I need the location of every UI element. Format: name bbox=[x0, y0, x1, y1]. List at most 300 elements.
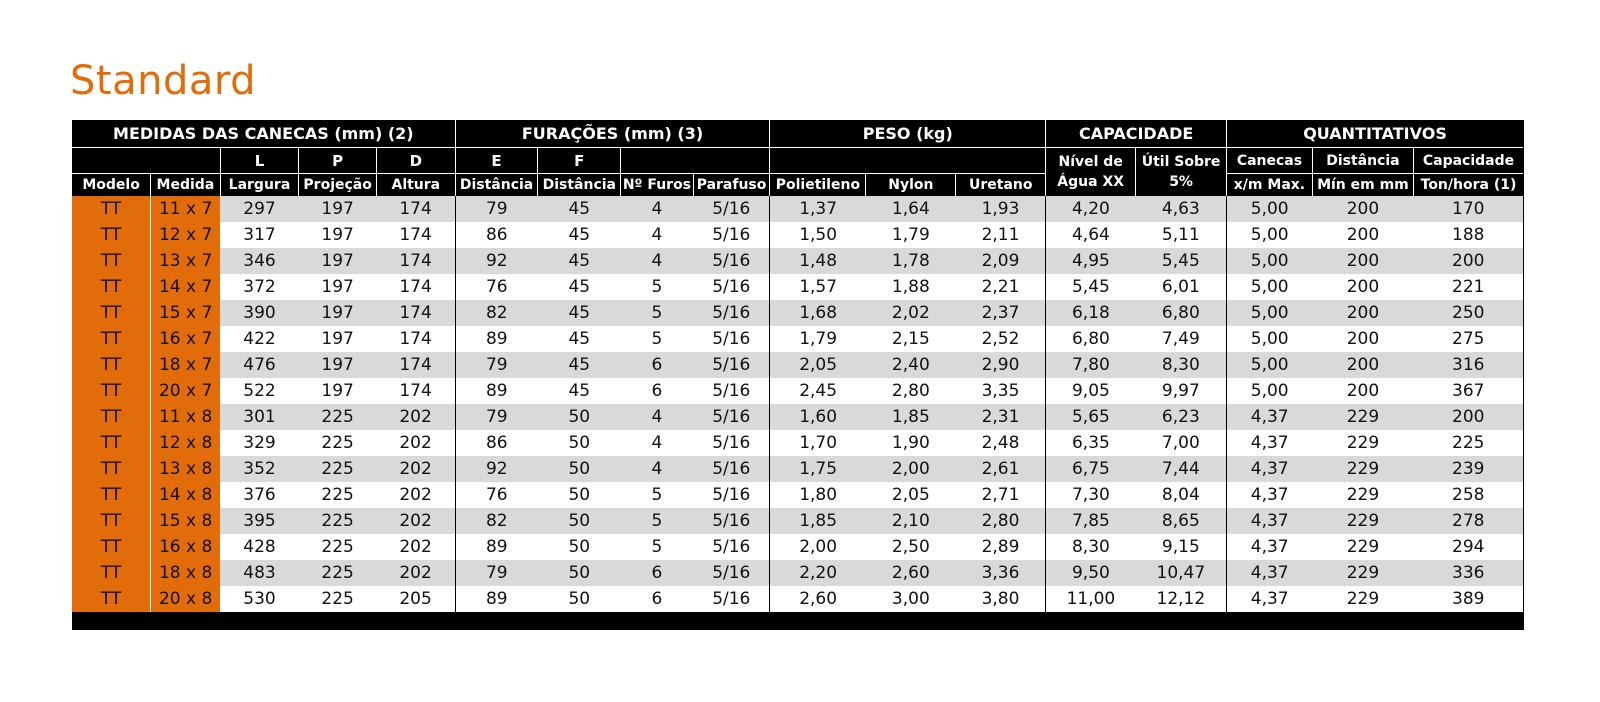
cell-capacidade: 278 bbox=[1414, 508, 1524, 534]
group-header-peso: PESO (kg) bbox=[770, 120, 1046, 148]
cell-util-sobre: 6,01 bbox=[1136, 274, 1227, 300]
cell-canecas-max: 4,37 bbox=[1227, 560, 1313, 586]
cell-nylon: 1,85 bbox=[866, 404, 956, 430]
cell-furos: 5 bbox=[621, 300, 694, 326]
cell-parafuso: 5/16 bbox=[693, 534, 770, 560]
cell-canecas-max: 5,00 bbox=[1227, 222, 1313, 248]
cell-nylon: 1,79 bbox=[866, 222, 956, 248]
header-canecas: Canecas bbox=[1227, 148, 1313, 174]
cell-uretano: 2,80 bbox=[956, 508, 1046, 534]
cell-distancia-min: 229 bbox=[1312, 430, 1413, 456]
cell-nivel-agua: 4,20 bbox=[1046, 196, 1136, 222]
cell-modelo: TT bbox=[72, 378, 151, 404]
cell-canecas-max: 4,37 bbox=[1227, 508, 1313, 534]
cell-distancia-min: 229 bbox=[1312, 586, 1413, 612]
cell-uretano: 2,71 bbox=[956, 482, 1046, 508]
cell-nylon: 3,00 bbox=[866, 586, 956, 612]
cell-distancia-e: 86 bbox=[455, 222, 538, 248]
cell-capacidade: 200 bbox=[1414, 248, 1524, 274]
cell-distancia-e: 89 bbox=[455, 378, 538, 404]
table-row bbox=[72, 560, 1523, 586]
cell-altura: 174 bbox=[376, 274, 455, 300]
cell-nylon: 2,80 bbox=[866, 378, 956, 404]
cell-largura: 422 bbox=[220, 326, 299, 352]
cell-largura: 530 bbox=[220, 586, 299, 612]
cell-furos: 4 bbox=[621, 248, 694, 274]
cell-nivel-agua: 4,64 bbox=[1046, 222, 1136, 248]
cell-altura: 174 bbox=[376, 248, 455, 274]
cell-polietileno: 1,79 bbox=[770, 326, 866, 352]
header-util-line1: Útil Sobre bbox=[1141, 154, 1221, 170]
cell-uretano: 2,89 bbox=[956, 534, 1046, 560]
cell-canecas-max: 5,00 bbox=[1227, 196, 1313, 222]
header-capacidade-ton: Capacidade bbox=[1414, 148, 1524, 174]
cell-distancia-e: 76 bbox=[455, 274, 538, 300]
cell-modelo: TT bbox=[72, 222, 151, 248]
cell-polietileno: 2,00 bbox=[770, 534, 866, 560]
cell-medida: 13 x 7 bbox=[151, 248, 220, 274]
page-title: Standard bbox=[70, 58, 256, 104]
cell-altura: 174 bbox=[376, 326, 455, 352]
cell-modelo: TT bbox=[72, 404, 151, 430]
cell-distancia-e: 82 bbox=[455, 508, 538, 534]
cell-parafuso: 5/16 bbox=[693, 326, 770, 352]
cell-projecao: 225 bbox=[299, 482, 377, 508]
cell-util-sobre: 7,00 bbox=[1136, 430, 1227, 456]
cell-uretano: 2,09 bbox=[956, 248, 1046, 274]
cell-canecas-max: 4,37 bbox=[1227, 404, 1313, 430]
cell-polietileno: 1,85 bbox=[770, 508, 866, 534]
cell-projecao: 225 bbox=[299, 456, 377, 482]
cell-projecao: 225 bbox=[299, 534, 377, 560]
col-header-furos: Nº Furos bbox=[621, 174, 694, 197]
header-util-line2: 5% bbox=[1169, 174, 1193, 190]
cell-furos: 4 bbox=[621, 456, 694, 482]
cell-nivel-agua: 6,35 bbox=[1046, 430, 1136, 456]
cell-projecao: 197 bbox=[299, 222, 377, 248]
cell-parafuso: 5/16 bbox=[693, 404, 770, 430]
cell-polietileno: 1,75 bbox=[770, 456, 866, 482]
cell-capacidade: 225 bbox=[1414, 430, 1524, 456]
cell-nivel-agua: 8,30 bbox=[1046, 534, 1136, 560]
cell-util-sobre: 8,30 bbox=[1136, 352, 1227, 378]
cell-distancia-min: 229 bbox=[1312, 534, 1413, 560]
header-blank-furos bbox=[621, 148, 770, 174]
cell-largura: 483 bbox=[220, 560, 299, 586]
cell-nivel-agua: 5,65 bbox=[1046, 404, 1136, 430]
cell-projecao: 197 bbox=[299, 378, 377, 404]
cell-furos: 4 bbox=[621, 222, 694, 248]
cell-furos: 6 bbox=[621, 586, 694, 612]
cell-parafuso: 5/16 bbox=[693, 560, 770, 586]
cell-nylon: 2,10 bbox=[866, 508, 956, 534]
col-header-polietileno: Polietileno bbox=[770, 174, 866, 197]
cell-util-sobre: 6,80 bbox=[1136, 300, 1227, 326]
cell-nylon: 1,90 bbox=[866, 430, 956, 456]
cell-parafuso: 5/16 bbox=[693, 378, 770, 404]
cell-canecas-max: 5,00 bbox=[1227, 248, 1313, 274]
cell-medida: 12 x 8 bbox=[151, 430, 220, 456]
cell-uretano: 2,61 bbox=[956, 456, 1046, 482]
header-blank-peso bbox=[770, 148, 1046, 174]
cell-util-sobre: 12,12 bbox=[1136, 586, 1227, 612]
cell-nylon: 2,50 bbox=[866, 534, 956, 560]
cell-distancia-min: 200 bbox=[1312, 248, 1413, 274]
header-row-letters bbox=[72, 148, 1523, 174]
cell-modelo: TT bbox=[72, 560, 151, 586]
cell-capacidade: 221 bbox=[1414, 274, 1524, 300]
cell-largura: 301 bbox=[220, 404, 299, 430]
cell-altura: 202 bbox=[376, 560, 455, 586]
col-header-canecas-max: x/m Max. bbox=[1227, 174, 1313, 197]
cell-canecas-max: 5,00 bbox=[1227, 326, 1313, 352]
cell-distancia-f: 45 bbox=[538, 248, 621, 274]
cell-distancia-min: 200 bbox=[1312, 300, 1413, 326]
table-row bbox=[72, 274, 1523, 300]
cell-capacidade: 336 bbox=[1414, 560, 1524, 586]
cell-distancia-min: 200 bbox=[1312, 352, 1413, 378]
cell-util-sobre: 6,23 bbox=[1136, 404, 1227, 430]
cell-nylon: 2,15 bbox=[866, 326, 956, 352]
cell-capacidade: 239 bbox=[1414, 456, 1524, 482]
cell-distancia-e: 79 bbox=[455, 196, 538, 222]
cell-util-sobre: 4,63 bbox=[1136, 196, 1227, 222]
col-header-parafuso: Parafuso bbox=[693, 174, 770, 197]
cell-medida: 13 x 8 bbox=[151, 456, 220, 482]
cell-nivel-agua: 9,05 bbox=[1046, 378, 1136, 404]
cell-util-sobre: 10,47 bbox=[1136, 560, 1227, 586]
cell-parafuso: 5/16 bbox=[693, 248, 770, 274]
cell-canecas-max: 4,37 bbox=[1227, 456, 1313, 482]
col-header-nylon: Nylon bbox=[866, 174, 956, 197]
cell-nivel-agua: 6,80 bbox=[1046, 326, 1136, 352]
header-distancia-min: Distância bbox=[1312, 148, 1413, 174]
cell-altura: 202 bbox=[376, 534, 455, 560]
cell-capacidade: 258 bbox=[1414, 482, 1524, 508]
cell-altura: 174 bbox=[376, 378, 455, 404]
cell-polietileno: 2,05 bbox=[770, 352, 866, 378]
cell-uretano: 2,52 bbox=[956, 326, 1046, 352]
cell-uretano: 1,93 bbox=[956, 196, 1046, 222]
cell-distancia-e: 82 bbox=[455, 300, 538, 326]
bucket-specs-table bbox=[72, 120, 1523, 612]
cell-canecas-max: 4,37 bbox=[1227, 482, 1313, 508]
cell-medida: 16 x 8 bbox=[151, 534, 220, 560]
cell-polietileno: 1,50 bbox=[770, 222, 866, 248]
header-letter-f: F bbox=[538, 148, 621, 174]
cell-furos: 5 bbox=[621, 482, 694, 508]
cell-capacidade: 275 bbox=[1414, 326, 1524, 352]
cell-distancia-e: 79 bbox=[455, 352, 538, 378]
cell-medida: 11 x 8 bbox=[151, 404, 220, 430]
cell-distancia-f: 45 bbox=[538, 378, 621, 404]
cell-largura: 376 bbox=[220, 482, 299, 508]
header-nivel-agua bbox=[1046, 148, 1136, 197]
cell-furos: 5 bbox=[621, 326, 694, 352]
cell-largura: 329 bbox=[220, 430, 299, 456]
cell-nylon: 1,78 bbox=[866, 248, 956, 274]
cell-uretano: 2,31 bbox=[956, 404, 1046, 430]
cell-medida: 20 x 8 bbox=[151, 586, 220, 612]
cell-medida: 14 x 7 bbox=[151, 274, 220, 300]
cell-modelo: TT bbox=[72, 196, 151, 222]
cell-capacidade: 389 bbox=[1414, 586, 1524, 612]
cell-parafuso: 5/16 bbox=[693, 274, 770, 300]
cell-canecas-max: 4,37 bbox=[1227, 586, 1313, 612]
cell-util-sobre: 7,49 bbox=[1136, 326, 1227, 352]
group-header-furacoes: FURAÇÕES (mm) (3) bbox=[455, 120, 770, 148]
cell-polietileno: 2,60 bbox=[770, 586, 866, 612]
cell-distancia-e: 92 bbox=[455, 248, 538, 274]
table-row bbox=[72, 248, 1523, 274]
cell-altura: 202 bbox=[376, 456, 455, 482]
cell-modelo: TT bbox=[72, 430, 151, 456]
cell-projecao: 197 bbox=[299, 352, 377, 378]
cell-nivel-agua: 11,00 bbox=[1046, 586, 1136, 612]
cell-parafuso: 5/16 bbox=[693, 482, 770, 508]
header-util-sobre bbox=[1136, 148, 1227, 197]
cell-nivel-agua: 6,18 bbox=[1046, 300, 1136, 326]
cell-distancia-min: 200 bbox=[1312, 196, 1413, 222]
col-header-medida: Medida bbox=[151, 174, 220, 197]
cell-util-sobre: 8,65 bbox=[1136, 508, 1227, 534]
cell-projecao: 225 bbox=[299, 508, 377, 534]
cell-capacidade: 188 bbox=[1414, 222, 1524, 248]
col-header-modelo: Modelo bbox=[72, 174, 151, 197]
cell-largura: 372 bbox=[220, 274, 299, 300]
group-header-quantitativos: QUANTITATIVOS bbox=[1227, 120, 1523, 148]
cell-medida: 20 x 7 bbox=[151, 378, 220, 404]
cell-nylon: 2,40 bbox=[866, 352, 956, 378]
cell-canecas-max: 4,37 bbox=[1227, 534, 1313, 560]
cell-largura: 390 bbox=[220, 300, 299, 326]
cell-distancia-f: 45 bbox=[538, 222, 621, 248]
cell-medida: 18 x 8 bbox=[151, 560, 220, 586]
cell-util-sobre: 5,45 bbox=[1136, 248, 1227, 274]
cell-nivel-agua: 7,30 bbox=[1046, 482, 1136, 508]
cell-largura: 346 bbox=[220, 248, 299, 274]
cell-capacidade: 200 bbox=[1414, 404, 1524, 430]
cell-nylon: 2,60 bbox=[866, 560, 956, 586]
header-blank-modelo bbox=[72, 148, 220, 174]
cell-uretano: 3,80 bbox=[956, 586, 1046, 612]
table-row bbox=[72, 378, 1523, 404]
cell-parafuso: 5/16 bbox=[693, 196, 770, 222]
cell-furos: 5 bbox=[621, 274, 694, 300]
cell-medida: 11 x 7 bbox=[151, 196, 220, 222]
cell-util-sobre: 8,04 bbox=[1136, 482, 1227, 508]
header-letter-e: E bbox=[455, 148, 538, 174]
cell-distancia-f: 50 bbox=[538, 482, 621, 508]
specs-table-container bbox=[72, 120, 1524, 630]
cell-polietileno: 2,20 bbox=[770, 560, 866, 586]
cell-distancia-f: 50 bbox=[538, 508, 621, 534]
header-nivel-line1: Nível de bbox=[1058, 154, 1123, 170]
table-row bbox=[72, 222, 1523, 248]
cell-nivel-agua: 7,85 bbox=[1046, 508, 1136, 534]
table-row bbox=[72, 456, 1523, 482]
table-row bbox=[72, 508, 1523, 534]
cell-parafuso: 5/16 bbox=[693, 508, 770, 534]
cell-modelo: TT bbox=[72, 534, 151, 560]
cell-projecao: 197 bbox=[299, 300, 377, 326]
cell-capacidade: 367 bbox=[1414, 378, 1524, 404]
table-body bbox=[72, 196, 1523, 612]
cell-nivel-agua: 6,75 bbox=[1046, 456, 1136, 482]
cell-distancia-min: 229 bbox=[1312, 404, 1413, 430]
cell-uretano: 3,35 bbox=[956, 378, 1046, 404]
cell-distancia-e: 89 bbox=[455, 326, 538, 352]
cell-distancia-min: 200 bbox=[1312, 378, 1413, 404]
cell-nylon: 2,05 bbox=[866, 482, 956, 508]
group-header-capacidade: CAPACIDADE bbox=[1046, 120, 1227, 148]
cell-polietileno: 1,37 bbox=[770, 196, 866, 222]
header-row-columns bbox=[72, 174, 1523, 197]
header-nivel-line2: Água XX bbox=[1057, 174, 1125, 190]
cell-nylon: 1,88 bbox=[866, 274, 956, 300]
cell-medida: 14 x 8 bbox=[151, 482, 220, 508]
cell-distancia-e: 89 bbox=[455, 534, 538, 560]
col-header-uretano: Uretano bbox=[956, 174, 1046, 197]
cell-distancia-f: 50 bbox=[538, 456, 621, 482]
cell-canecas-max: 5,00 bbox=[1227, 300, 1313, 326]
header-letter-d: D bbox=[376, 148, 455, 174]
table-row bbox=[72, 430, 1523, 456]
cell-nivel-agua: 7,80 bbox=[1046, 352, 1136, 378]
cell-medida: 15 x 7 bbox=[151, 300, 220, 326]
cell-furos: 6 bbox=[621, 378, 694, 404]
cell-largura: 395 bbox=[220, 508, 299, 534]
cell-distancia-min: 229 bbox=[1312, 456, 1413, 482]
cell-distancia-f: 50 bbox=[538, 534, 621, 560]
cell-altura: 205 bbox=[376, 586, 455, 612]
cell-nivel-agua: 9,50 bbox=[1046, 560, 1136, 586]
cell-uretano: 2,21 bbox=[956, 274, 1046, 300]
cell-distancia-min: 229 bbox=[1312, 560, 1413, 586]
cell-altura: 202 bbox=[376, 482, 455, 508]
cell-altura: 202 bbox=[376, 404, 455, 430]
col-header-largura: Largura bbox=[220, 174, 299, 197]
cell-canecas-max: 5,00 bbox=[1227, 378, 1313, 404]
cell-polietileno: 1,80 bbox=[770, 482, 866, 508]
cell-parafuso: 5/16 bbox=[693, 586, 770, 612]
cell-capacidade: 170 bbox=[1414, 196, 1524, 222]
cell-util-sobre: 9,15 bbox=[1136, 534, 1227, 560]
cell-uretano: 2,48 bbox=[956, 430, 1046, 456]
cell-furos: 5 bbox=[621, 508, 694, 534]
cell-altura: 174 bbox=[376, 196, 455, 222]
cell-altura: 202 bbox=[376, 508, 455, 534]
cell-parafuso: 5/16 bbox=[693, 300, 770, 326]
cell-distancia-min: 229 bbox=[1312, 508, 1413, 534]
cell-canecas-max: 5,00 bbox=[1227, 352, 1313, 378]
col-header-altura: Altura bbox=[376, 174, 455, 197]
cell-medida: 12 x 7 bbox=[151, 222, 220, 248]
cell-polietileno: 1,48 bbox=[770, 248, 866, 274]
cell-largura: 352 bbox=[220, 456, 299, 482]
col-header-distancia-e: Distância bbox=[455, 174, 538, 197]
cell-modelo: TT bbox=[72, 482, 151, 508]
cell-projecao: 225 bbox=[299, 586, 377, 612]
cell-capacidade: 294 bbox=[1414, 534, 1524, 560]
header-row-groups bbox=[72, 120, 1523, 148]
cell-polietileno: 1,70 bbox=[770, 430, 866, 456]
header-letter-p: P bbox=[299, 148, 377, 174]
cell-distancia-min: 200 bbox=[1312, 326, 1413, 352]
cell-util-sobre: 7,44 bbox=[1136, 456, 1227, 482]
cell-largura: 297 bbox=[220, 196, 299, 222]
cell-parafuso: 5/16 bbox=[693, 456, 770, 482]
cell-modelo: TT bbox=[72, 352, 151, 378]
table-row bbox=[72, 352, 1523, 378]
cell-distancia-f: 45 bbox=[538, 326, 621, 352]
cell-projecao: 225 bbox=[299, 560, 377, 586]
cell-nylon: 2,00 bbox=[866, 456, 956, 482]
table-row bbox=[72, 482, 1523, 508]
cell-modelo: TT bbox=[72, 586, 151, 612]
cell-distancia-e: 76 bbox=[455, 482, 538, 508]
cell-capacidade: 250 bbox=[1414, 300, 1524, 326]
cell-medida: 15 x 8 bbox=[151, 508, 220, 534]
cell-distancia-f: 45 bbox=[538, 352, 621, 378]
cell-uretano: 3,36 bbox=[956, 560, 1046, 586]
cell-altura: 202 bbox=[376, 430, 455, 456]
cell-furos: 4 bbox=[621, 196, 694, 222]
cell-util-sobre: 5,11 bbox=[1136, 222, 1227, 248]
cell-projecao: 197 bbox=[299, 196, 377, 222]
cell-altura: 174 bbox=[376, 300, 455, 326]
cell-parafuso: 5/16 bbox=[693, 430, 770, 456]
cell-largura: 522 bbox=[220, 378, 299, 404]
cell-uretano: 2,37 bbox=[956, 300, 1046, 326]
col-header-distancia-mm: Mín em mm bbox=[1312, 174, 1413, 197]
group-header-medidas: MEDIDAS DAS CANECAS (mm) (2) bbox=[72, 120, 455, 148]
cell-distancia-f: 50 bbox=[538, 586, 621, 612]
cell-modelo: TT bbox=[72, 248, 151, 274]
col-header-ton-hora: Ton/hora (1) bbox=[1414, 174, 1524, 197]
cell-distancia-f: 50 bbox=[538, 430, 621, 456]
table-row bbox=[72, 534, 1523, 560]
col-header-distancia-f: Distância bbox=[538, 174, 621, 197]
cell-projecao: 225 bbox=[299, 430, 377, 456]
cell-furos: 6 bbox=[621, 352, 694, 378]
cell-nivel-agua: 5,45 bbox=[1046, 274, 1136, 300]
cell-uretano: 2,11 bbox=[956, 222, 1046, 248]
cell-distancia-e: 79 bbox=[455, 404, 538, 430]
cell-largura: 317 bbox=[220, 222, 299, 248]
cell-distancia-min: 200 bbox=[1312, 274, 1413, 300]
cell-modelo: TT bbox=[72, 326, 151, 352]
cell-distancia-min: 229 bbox=[1312, 482, 1413, 508]
cell-distancia-min: 200 bbox=[1312, 222, 1413, 248]
cell-distancia-e: 89 bbox=[455, 586, 538, 612]
table-row bbox=[72, 300, 1523, 326]
cell-furos: 6 bbox=[621, 560, 694, 586]
cell-nivel-agua: 4,95 bbox=[1046, 248, 1136, 274]
table-row bbox=[72, 404, 1523, 430]
table-row bbox=[72, 196, 1523, 222]
cell-util-sobre: 9,97 bbox=[1136, 378, 1227, 404]
cell-distancia-f: 50 bbox=[538, 404, 621, 430]
cell-modelo: TT bbox=[72, 508, 151, 534]
cell-largura: 476 bbox=[220, 352, 299, 378]
cell-distancia-e: 92 bbox=[455, 456, 538, 482]
cell-distancia-f: 45 bbox=[538, 274, 621, 300]
cell-distancia-e: 86 bbox=[455, 430, 538, 456]
cell-parafuso: 5/16 bbox=[693, 222, 770, 248]
cell-medida: 16 x 7 bbox=[151, 326, 220, 352]
cell-canecas-max: 4,37 bbox=[1227, 430, 1313, 456]
